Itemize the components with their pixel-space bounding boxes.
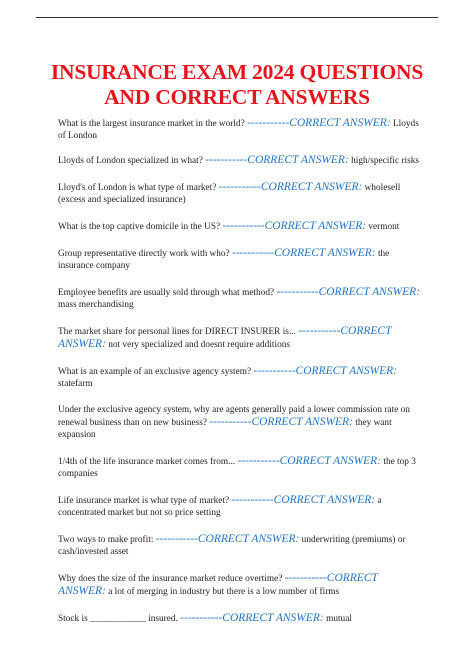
answer-marker: -----------CORRECT ANSWER: [58,572,378,597]
answer-marker: -----------CORRECT ANSWER: [276,286,421,298]
answer-marker: -----------CORRECT ANSWER: [222,220,367,232]
qa-item [58,117,424,142]
answer-marker: -----------CORRECT ANSWER: [205,154,349,166]
answer-text: not very specialized and doesnt require additions [105,340,290,350]
question-text: What is the largest insurance market in the world? [58,119,248,129]
answer-marker: -----------CORRECT ANSWER: [237,455,382,467]
qa-item [58,404,424,441]
qa-item [58,220,424,233]
question-text: Under the exclusive agency system, why are agents generally paid a lower commission rate on renewal business than on new business? [58,405,410,428]
question-text: Group representative directly work with who? [58,249,233,259]
qa-item [58,533,424,558]
answer-marker: -----------CORRECT ANSWER: [218,181,363,193]
qa-item [58,572,424,598]
document-title [20,60,454,110]
answer-text: mutual [323,614,352,624]
answer-text: high/specific risks [348,156,420,166]
question-text: Stock is ____________ insured. [58,614,181,624]
answer-text: vermont [366,222,400,232]
answer-text: Lloyds of London [58,119,419,141]
qa-item [58,181,424,206]
answer-text: a lot of merging in industry but there is a low number of firms [105,587,340,597]
qa-item [58,247,424,272]
answer-text: underwriting (premiums) or cash/invested asset [58,535,406,557]
question-text: The market share for personal lines for DIRECT INSURER is... [58,327,299,337]
qa-item [58,494,424,519]
qa-item [58,365,424,390]
question-text: Life insurance market is what type of market? [58,496,232,506]
answer-marker: -----------CORRECT ANSWER: [58,325,392,350]
qa-item [58,286,424,311]
question-text: Employee benefits are usually sold through what method? [58,288,277,298]
answer-text: a concentrated market but not so price setting [58,496,382,518]
answer-text: they want expansion [58,418,392,440]
title-line-1: INSURANCE EXAM 2024 QUESTIONS [50,60,424,84]
answer-marker: -----------CORRECT ANSWER: [247,117,391,129]
answer-marker: -----------CORRECT ANSWER: [209,416,353,428]
answer-marker: -----------CORRECT ANSWER: [180,612,324,624]
question-text: 1/4th of the life insurance market comes from... [58,457,238,467]
answer-text: the top 3 companies [58,457,416,479]
qa-item [58,612,424,625]
qa-item [58,325,424,351]
answer-marker: -----------CORRECT ANSWER: [155,533,300,545]
question-text: What is the top captive domicile in the US? [58,222,223,232]
title-line-2: AND CORRECT ANSWERS [104,85,370,109]
answer-text: wholesell (excess and specialized insurance) [58,183,401,205]
question-text: Lloyd's of London is what type of market? [58,183,219,193]
answer-text: mass merchandising [58,300,134,310]
top-divider [36,17,438,18]
question-text: What is an example of an exclusive agency system? [58,367,254,377]
question-text: Why does the size of the insurance market reduce overtime? [58,574,285,584]
answer-text: statefarm [58,379,93,389]
qa-item [58,154,424,167]
qa-item [58,455,424,480]
answer-marker: -----------CORRECT ANSWER: [231,494,376,506]
answer-marker: -----------CORRECT ANSWER: [253,365,398,377]
question-text: Two ways to make profit: [58,535,156,545]
answer-marker: -----------CORRECT ANSWER: [232,247,376,259]
question-text: Lloyds of London specialized in what? [58,156,206,166]
answer-text: the insurance company [58,249,390,271]
qa-list [58,117,424,639]
